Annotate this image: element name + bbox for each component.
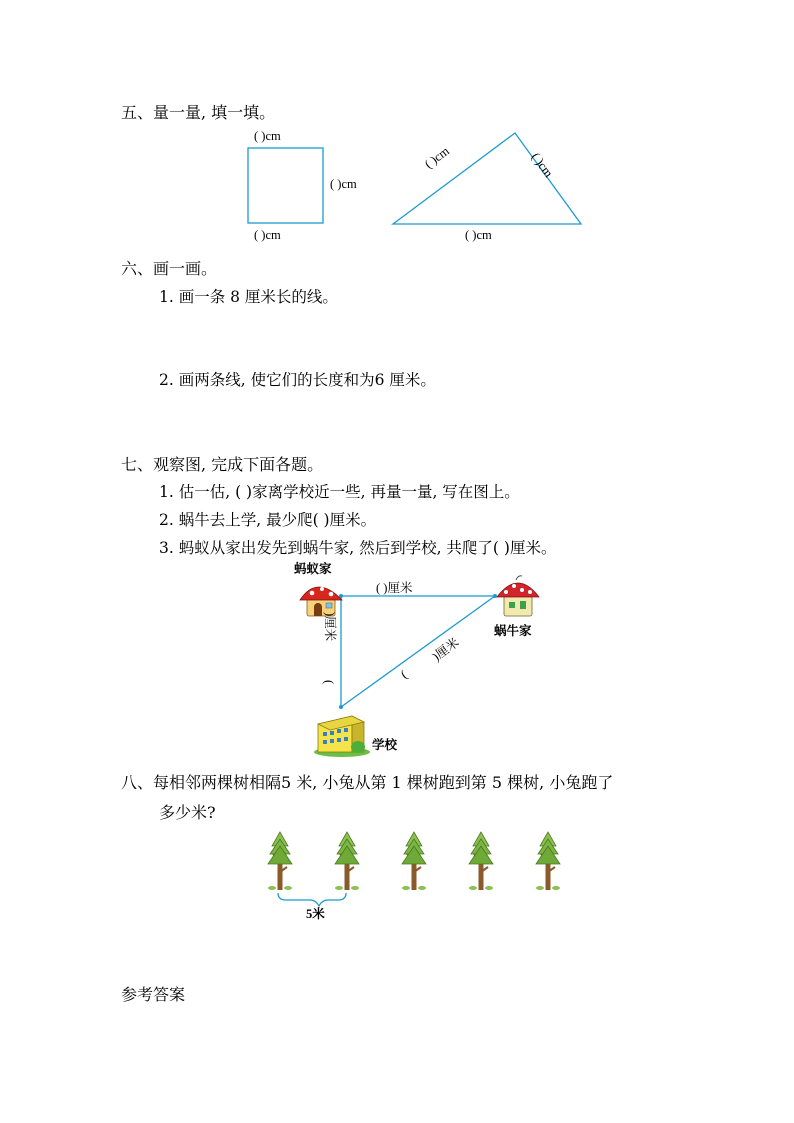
map-top-distance-label: ( )厘米 <box>376 581 413 595</box>
tree-icon <box>536 832 560 890</box>
triangle-bottom-label: ( )cm <box>465 228 492 242</box>
school-label: 学校 <box>372 738 398 752</box>
section6-item-2: 2. 画两条线, 使它们的长度和为6 厘米。 <box>159 371 436 389</box>
section8-heading-line1: 八、每相邻两棵树相隔5 米, 小兔从第 1 棵树跑到第 5 棵树, 小兔跑了 <box>121 773 614 792</box>
tree-row <box>268 832 560 890</box>
tree-icon <box>402 832 426 890</box>
tree-distance-label: 5米 <box>306 907 325 921</box>
map-diag-distance-close: )厘米 <box>429 635 462 664</box>
school-building-icon <box>314 716 370 757</box>
section7-item-2: 2. 蜗牛去上学, 最少爬( )厘米。 <box>159 511 377 529</box>
route-school-snail <box>341 596 495 707</box>
tree-icon <box>335 832 359 890</box>
square-top-label: ( )cm <box>254 129 281 143</box>
map-diag-distance-open: ( <box>398 667 410 682</box>
section6-heading: 六、画一画。 <box>121 259 218 278</box>
map-left-distance-close: )厘米 <box>323 612 337 642</box>
triangle-right-label: ( )cm <box>528 150 556 180</box>
section5-heading: 五、量一量, 填一填。 <box>121 103 276 122</box>
square-right-label: ( )cm <box>330 177 357 191</box>
section7-heading: 七、观察图, 完成下面各题。 <box>121 455 324 474</box>
section7-item-1: 1. 估一估, ( )家离学校近一些, 再量一量, 写在图上。 <box>159 483 520 501</box>
ant-home-label: 蚂蚁家 <box>294 562 332 576</box>
route-map <box>339 594 497 709</box>
answers-heading: 参考答案 <box>121 985 186 1004</box>
triangle-shape <box>393 133 581 224</box>
square-bottom-label: ( )cm <box>254 228 281 242</box>
map-left-distance-open: ( <box>322 680 336 685</box>
square-shape <box>248 148 323 223</box>
snail-home-label: 蜗牛家 <box>494 624 532 638</box>
section6-item-1: 1. 画一条 8 厘米长的线。 <box>159 288 338 306</box>
tree-icon <box>268 832 292 890</box>
section8-heading-line2: 多少米? <box>159 803 216 822</box>
tree-icon <box>469 832 493 890</box>
section7-item-3: 3. 蚂蚁从家出发先到蜗牛家, 然后到学校, 共爬了( )厘米。 <box>159 539 557 557</box>
snail-house-icon <box>497 576 539 616</box>
triangle-left-label: ( )cm <box>422 143 452 172</box>
